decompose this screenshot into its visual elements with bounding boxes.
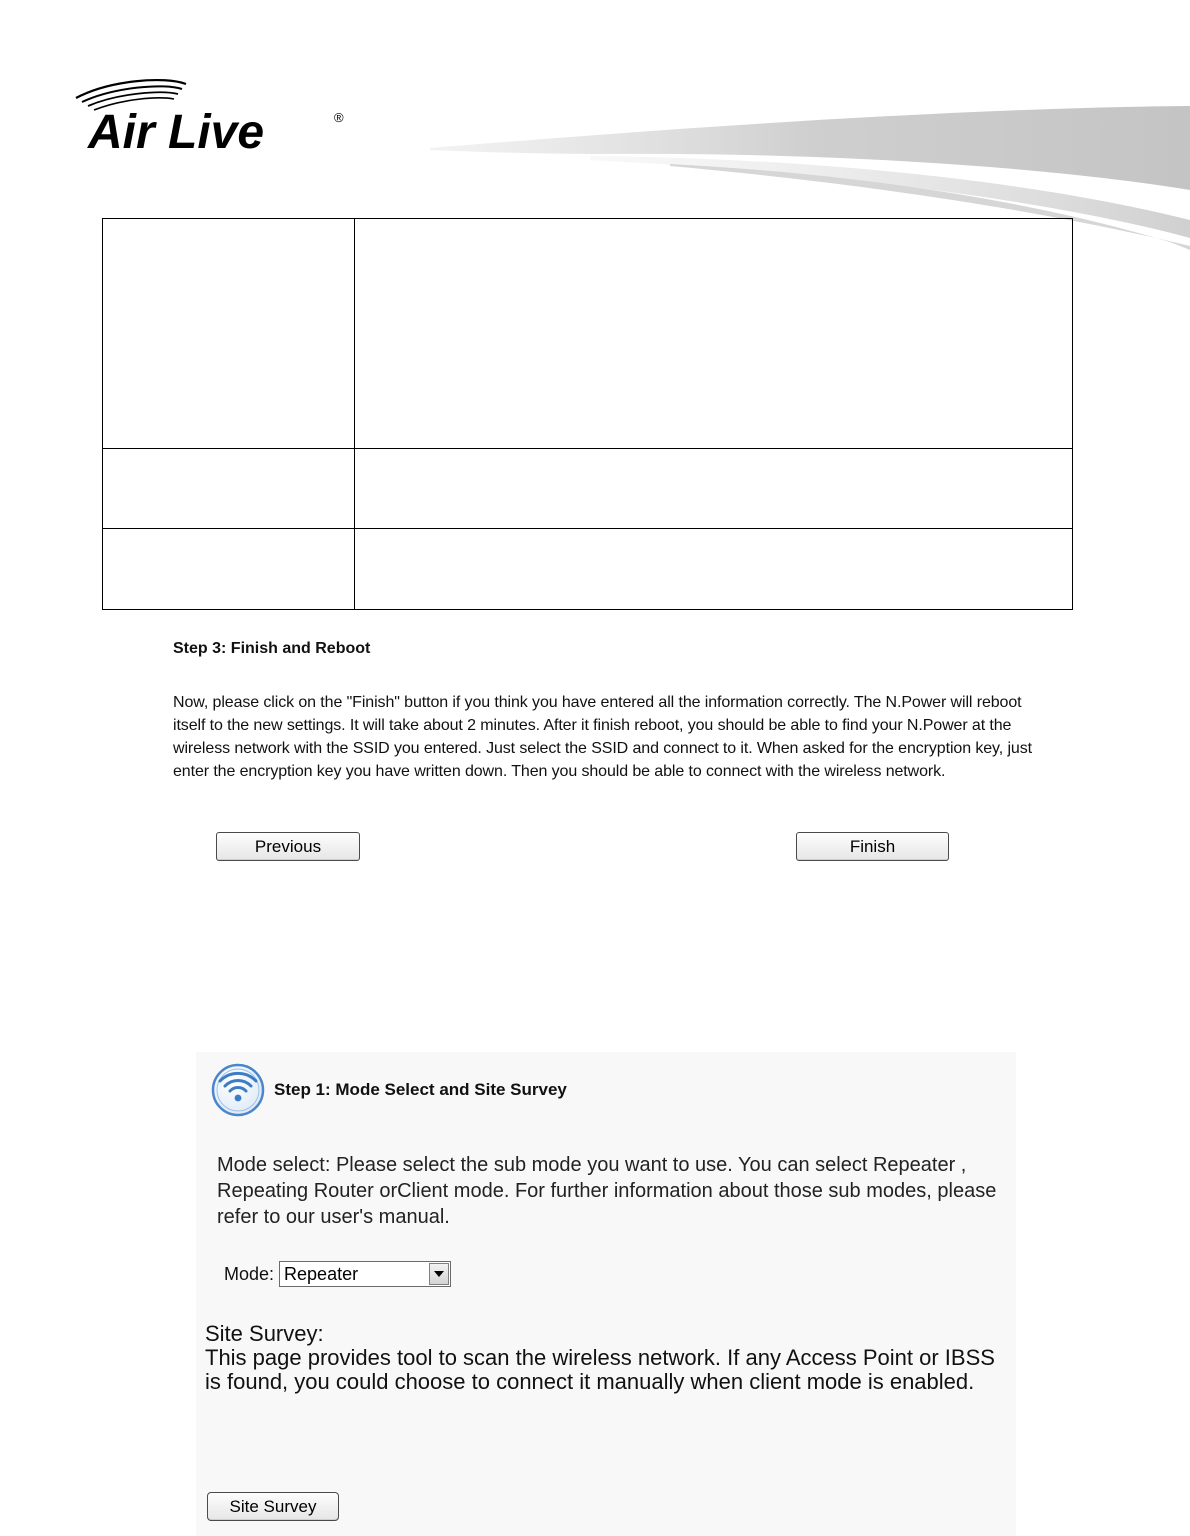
svg-text:®: ®: [334, 110, 344, 125]
step3-description: Now, please click on the "Finish" button if you think you have entered all the information correctly. The N.Power will reboot itself to the new settings. It will take about 2 minutes. After it finish reboot, you should be able to find your N.Power at the wireless network with the SSID you entered. Just select the SSID and connect to it. When asked for the encryption key, just enter the encryption key you have written down. Then you should be able to connect with the wireless network.: [173, 694, 1032, 780]
spec-table: [102, 218, 1073, 610]
step1-panel: [196, 1052, 1016, 1536]
logo-wordmark: Air Live: [88, 106, 265, 159]
table-cell: [355, 529, 1073, 610]
wireless-icon: [210, 1062, 266, 1118]
step1-title: Step 1: Mode Select and Site Survey: [274, 1080, 567, 1099]
mode-select-value: Repeater: [284, 1263, 359, 1284]
chevron-down-icon[interactable]: [429, 1263, 449, 1285]
step3-title: Step 3: Finish and Reboot: [173, 640, 371, 657]
table-cell: [103, 219, 355, 449]
airlive-logo: [70, 72, 360, 162]
step3-panel: [160, 628, 1040, 878]
table-row: [103, 529, 1073, 610]
table-cell: [355, 449, 1073, 529]
table-row: [103, 219, 1073, 449]
table-cell: [103, 529, 355, 610]
mode-select[interactable]: [279, 1261, 451, 1287]
site-survey-heading: Site Survey:: [205, 1321, 324, 1346]
table-cell: [355, 219, 1073, 449]
site-survey-button[interactable]: Site Survey: [207, 1492, 339, 1521]
site-survey-description: [205, 1322, 1005, 1394]
mode-description: Mode select: Please select the sub mode you want to use. You can select Repeater , Repeating Router orClient mode. For further information about those sub modes, please refer to our user's manual.: [217, 1154, 997, 1228]
site-survey-text: This page provides tool to scan the wireless network. If any Access Point or IBSS is found, you could choose to connect it manually when client mode is enabled.: [205, 1345, 995, 1394]
finish-button[interactable]: Finish: [796, 832, 949, 861]
mode-row: [224, 1260, 451, 1288]
table-cell: [103, 449, 355, 529]
table-row: [103, 449, 1073, 529]
mode-label: Mode:: [224, 1263, 275, 1284]
previous-button[interactable]: Previous: [216, 832, 360, 861]
